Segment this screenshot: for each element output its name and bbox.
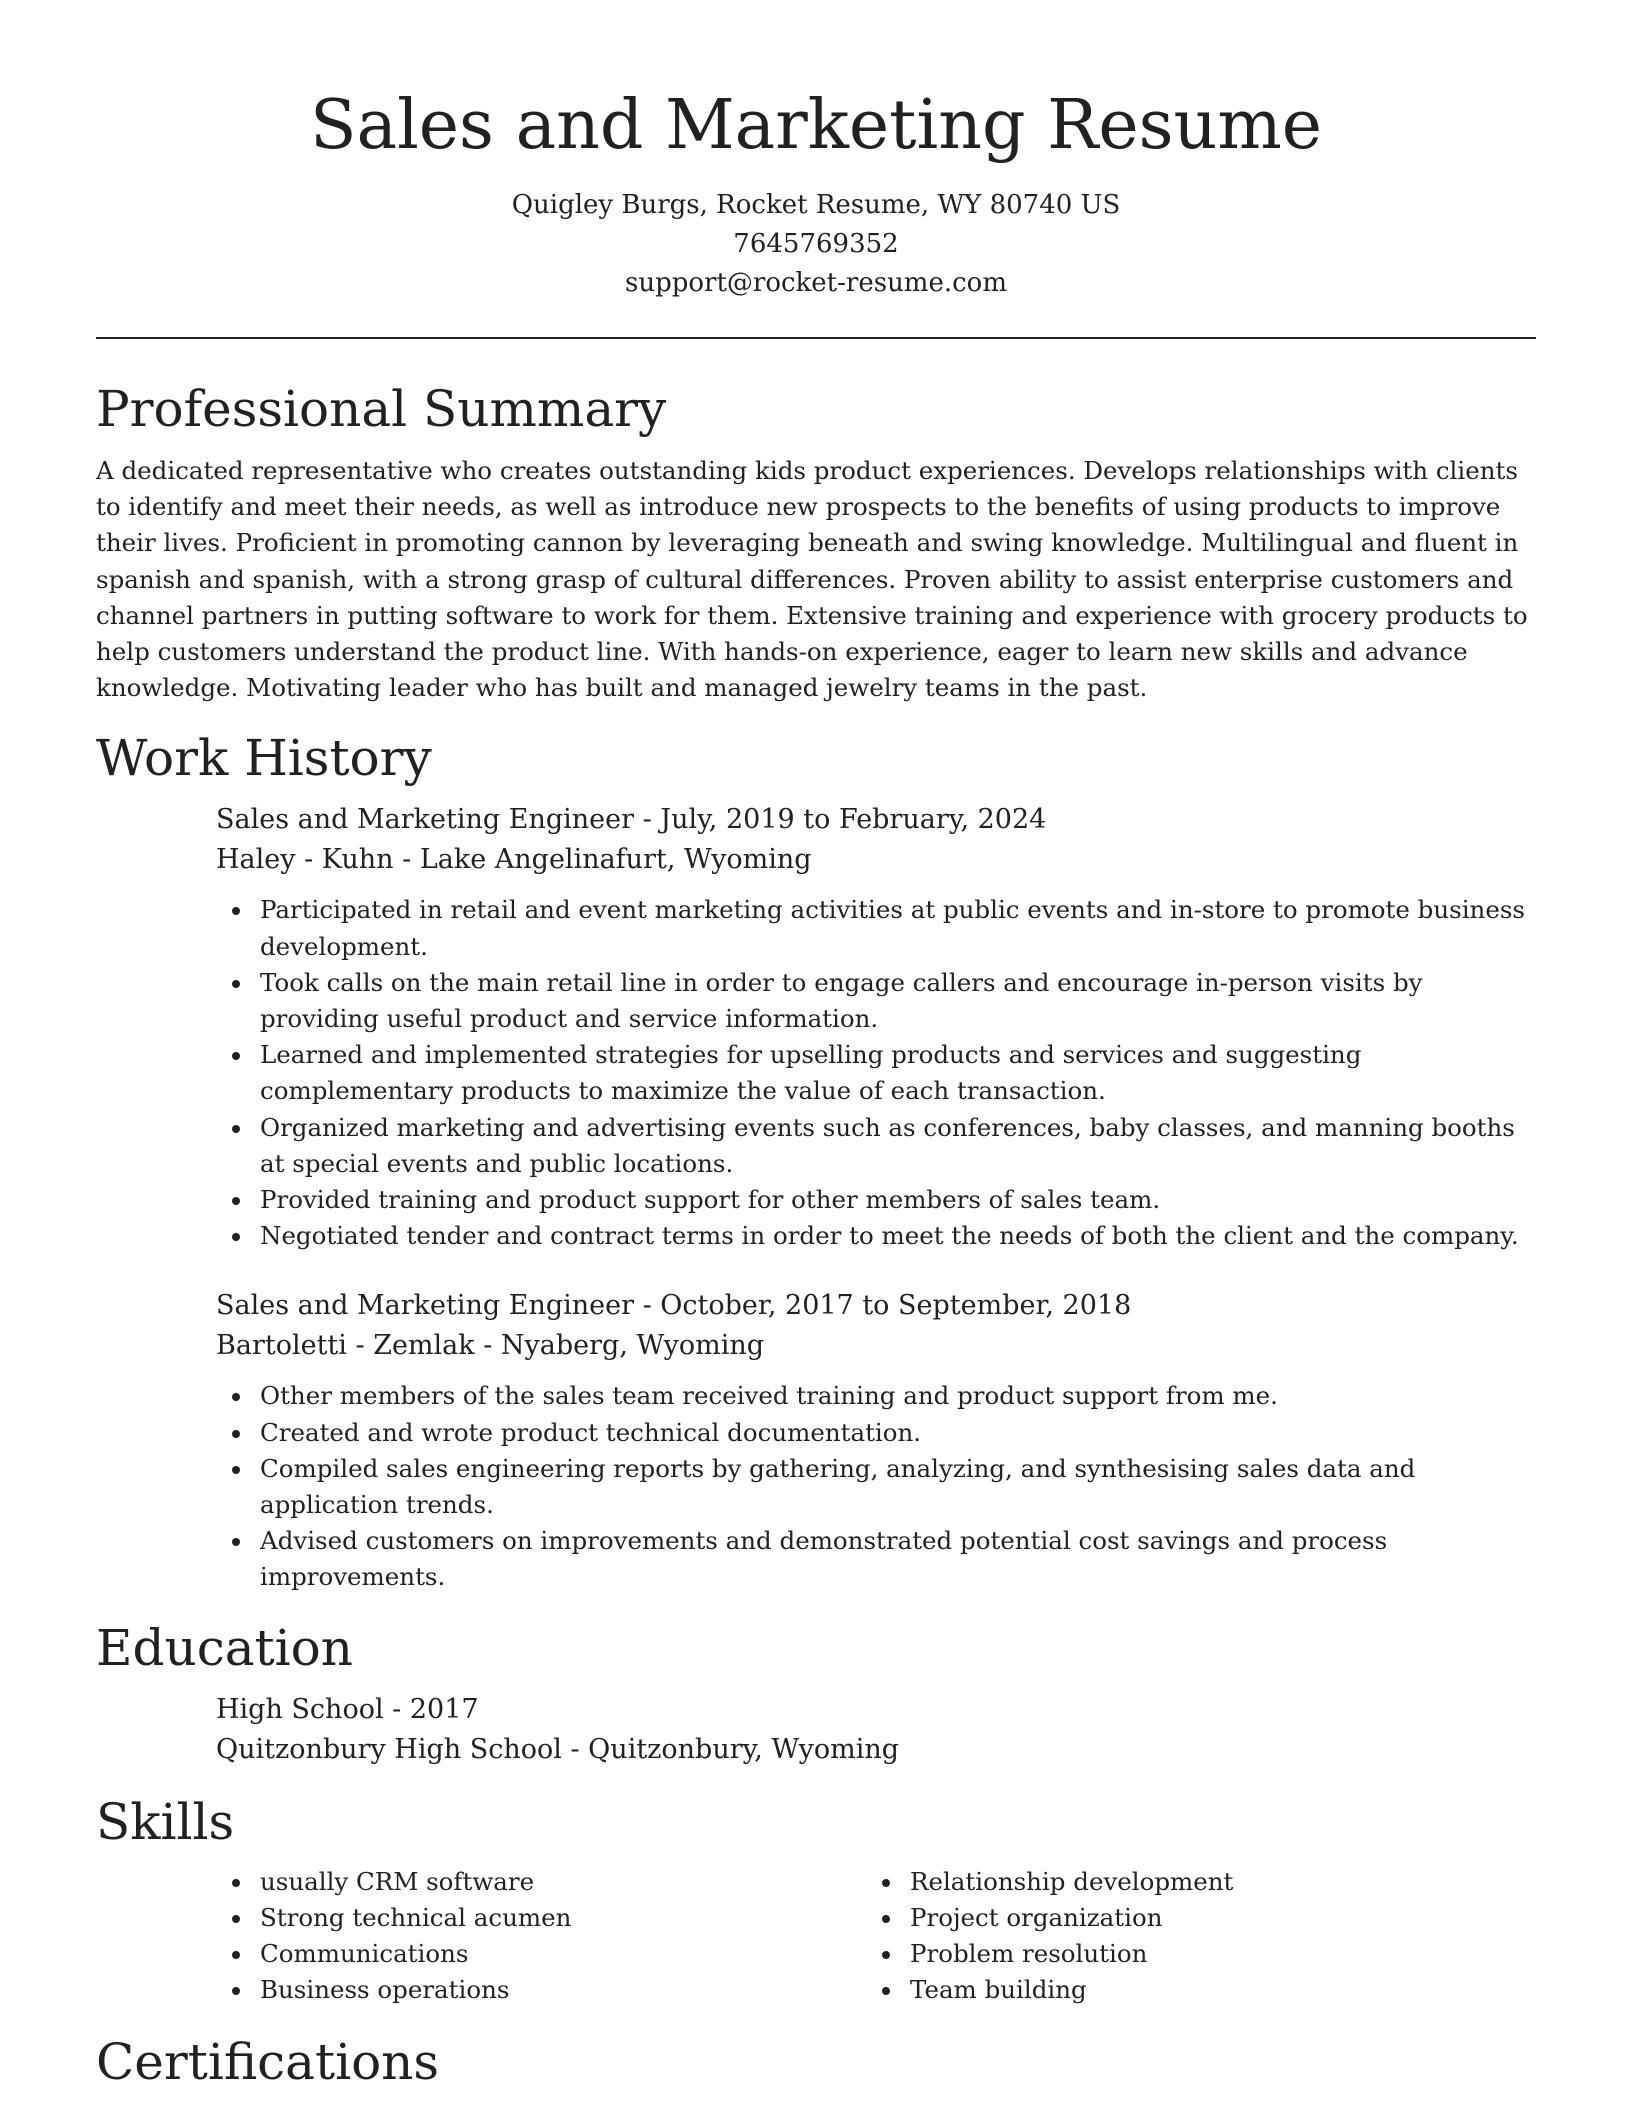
job-bullet: Other members of the sales team received training and product support from me. [216, 1378, 1536, 1414]
job-bullet: Took calls on the main retail line in order to engage callers and encourage in-person visits by providing useful product and service information. [216, 965, 1536, 1037]
job-entry [216, 1286, 1536, 1595]
summary-text: A dedicated representative who creates outstanding kids product experiences. Develops relationships with clients to identify and meet their needs, as well as introduce new prospects to the benefits of using products to improve their lives. Proficient in promoting cannon by leveraging beneath and swing knowledge. Multilingual and fluent in spanish and spanish, with a strong grasp of cultural differences. Proven ability to assist enterprise customers and channel partners in putting software to work for them. Extensive training and experience with grocery products to help customers understand the product line. With hands-on experience, eager to learn new skills and advance knowledge. Motivating leader who has built and managed jewelry teams in the past. [96, 456, 1528, 703]
resume-title: Sales and Marketing Resume [309, 86, 1323, 165]
job-bullet: Learned and implemented strategies for upselling products and services and suggesting complementary products to maximize the value of each transaction. [216, 1037, 1536, 1109]
work-history-heading: Work History [96, 729, 432, 788]
contact-address: Quigley Burgs, Rocket Resume, WY 80740 US [511, 190, 1121, 220]
skill-item: Business operations [216, 1972, 866, 2008]
summary-heading: Professional Summary [96, 380, 667, 438]
skill-item: usually CRM software [216, 1864, 866, 1900]
job-bullets [216, 1378, 1536, 1595]
job-company-line: Bartoletti - Zemlak - Nyaberg, Wyoming [216, 1330, 765, 1362]
skill-item: Problem resolution [866, 1936, 1516, 1972]
job-title-line: Sales and Marketing Engineer - October, 2017 to September, 2018 [216, 1290, 1132, 1322]
education-entry [216, 1690, 1536, 1770]
contact-phone: 7645769352 [733, 229, 899, 259]
skill-item: Relationship development [866, 1864, 1516, 1900]
job-bullet: Participated in retail and event marketing activities at public events and in-store to promote business development. [216, 892, 1536, 964]
skills-list [216, 1864, 1536, 2009]
job-bullet: Negotiated tender and contract terms in order to meet the needs of both the client and the company. [216, 1218, 1536, 1254]
skill-item: Project organization [866, 1900, 1516, 1936]
job-bullet: Provided training and product support for other members of sales team. [216, 1182, 1536, 1218]
certifications-heading: Certifications [96, 2033, 440, 2092]
job-bullet: Created and wrote product technical documentation. [216, 1415, 1536, 1451]
job-bullet: Organized marketing and advertising events such as conferences, baby classes, and manning booths at special events and public locations. [216, 1110, 1536, 1182]
education-degree-line: High School - 2017 [216, 1693, 479, 1725]
skill-item: Team building [866, 1972, 1516, 2008]
skills-heading: Skills [96, 1792, 235, 1851]
job-bullets [216, 892, 1536, 1254]
skills-column-left [216, 1864, 866, 2009]
contact-email: support@rocket-resume.com [624, 268, 1007, 298]
job-entry [216, 800, 1536, 1254]
resume-header [96, 0, 1536, 303]
job-company-line: Haley - Kuhn - Lake Angelinafurt, Wyoming [216, 844, 812, 876]
job-bullet: Advised customers on improvements and demonstrated potential cost savings and process improvements. [216, 1523, 1536, 1595]
job-title-line: Sales and Marketing Engineer - July, 2019 to February, 2024 [216, 804, 1047, 836]
resume-page [96, 0, 1536, 2094]
skill-item: Strong technical acumen [216, 1900, 866, 1936]
job-bullet: Compiled sales engineering reports by gathering, analyzing, and synthesising sales data and application trends. [216, 1451, 1536, 1523]
education-heading: Education [96, 1618, 353, 1677]
header-divider [96, 337, 1536, 339]
education-school-line: Quitzonbury High School - Quitzonbury, Wyoming [216, 1733, 900, 1765]
skills-column-right [866, 1864, 1516, 2009]
skill-item: Communications [216, 1936, 866, 1972]
contact-block [96, 186, 1536, 303]
